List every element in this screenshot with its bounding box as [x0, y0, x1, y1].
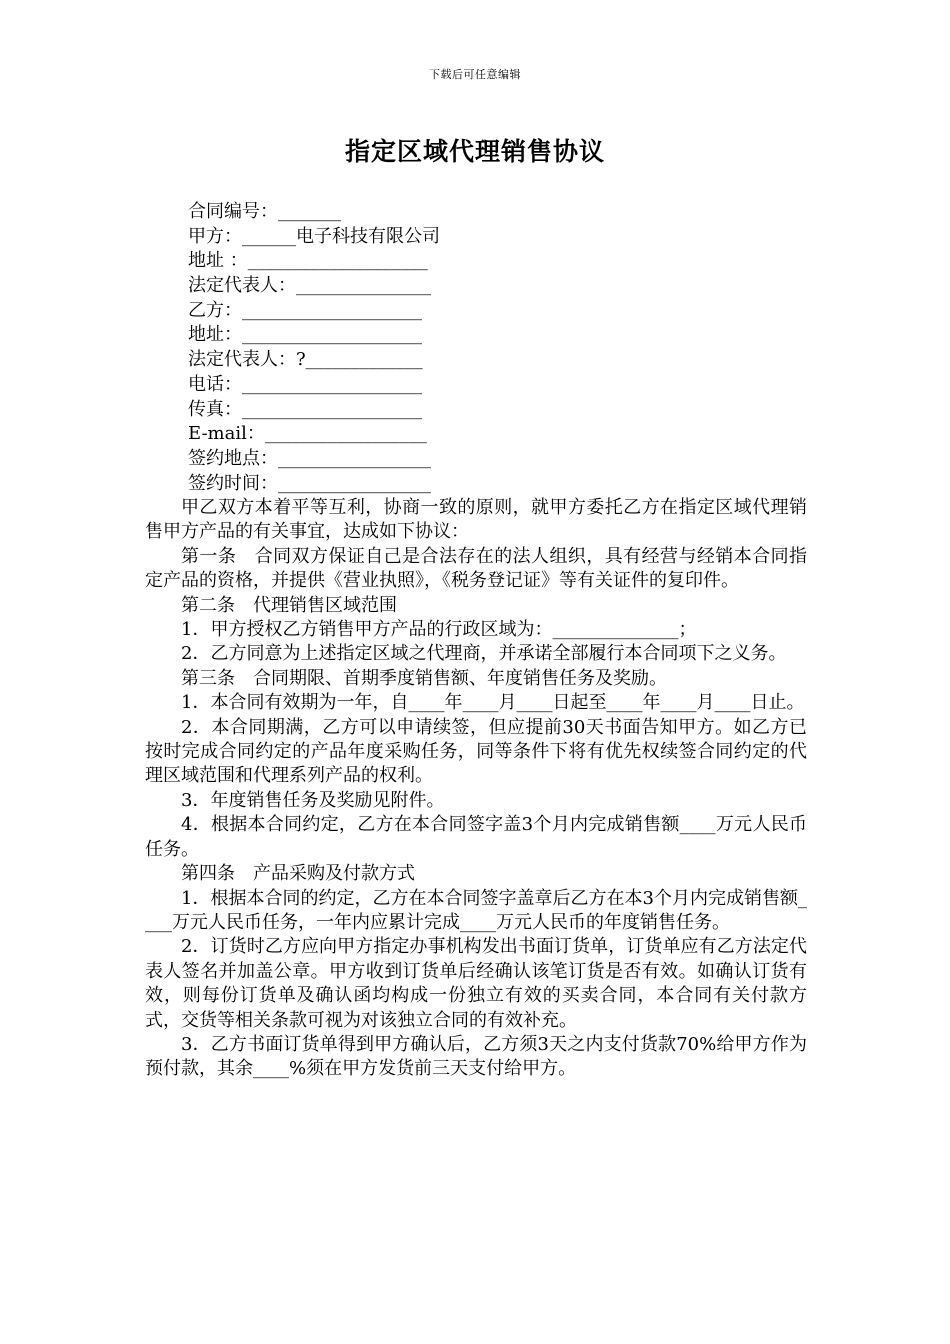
field-signing-place: 签约地点：_________________	[188, 447, 431, 469]
field-fax: 传真：____________________	[188, 398, 422, 420]
paragraph-article-3-item-2: 2．本合同期满，乙方可以申请续签，但应提前30天书面告知甲方。如乙方已按时完成合同约定的产品年度采购任务，同等条件下将有优先权续签合同约定的代理区域范围和代理系列产品的权利。	[145, 716, 807, 787]
paragraph-article-3-heading: 第三条 合同期限、首期季度销售额、年度销售任务及奖励。	[181, 667, 667, 689]
paragraph-article-4-item-1: 1．根据本合同的约定，乙方在本合同签字盖章后乙方在本3个月内完成销售额____万元人民币任务，一年内应累计完成____万元人民币的年度销售任务。	[145, 887, 807, 933]
paragraph-article-2-item-1: 1．甲方授权乙方销售甲方产品的行政区域为：______________；	[181, 619, 697, 641]
field-phone: 电话：____________________	[188, 373, 422, 395]
paragraph-article-2-item-2: 2．乙方同意为上述指定区域之代理商，并承诺全部履行本合同项下之义务。	[181, 643, 787, 665]
paragraph-article-3-item-1: 1．本合同有效期为一年，自____年____月____日起至____年____月____日止。	[181, 692, 805, 714]
field-party-b-address: 地址：____________________	[188, 324, 422, 346]
paragraph-article-4-item-3: 3．乙方书面订货单得到甲方确认后，乙方须3天之内支付货款70%给甲方作为预付款，其余____%须在甲方发货前三天支付给甲方。	[145, 1033, 807, 1080]
paragraph-article-4-item-2: 2．订货时乙方应向甲方指定办事机构发出书面订货单，订货单应有乙方法定代表人签名并加盖公章。甲方收到订货单后经确认该笔订货是否有效。如确认订货有效，则每份订货单及确认函均构成一份独立有效的买卖合同，本合同有关付款方式，交货等相关条款可视为对该独立合同的有效补充。	[145, 936, 807, 1031]
field-signing-time: 签约时间：_________________	[188, 472, 431, 494]
contract-fields	[188, 200, 828, 496]
paragraph-preamble: 甲乙双方本着平等互利，协商一致的原则，就甲方委托乙方在指定区域代理销售甲方产品的有关事宜，达成如下协议：	[145, 497, 807, 543]
paragraph-article-2-heading: 第二条 代理销售区域范围	[181, 594, 397, 616]
field-party-a-address: 地址 ：____________________	[188, 250, 428, 272]
paragraph-article-4-heading: 第四条 产品采购及付款方式	[181, 863, 415, 885]
field-email: E-mail：__________________	[188, 423, 427, 445]
page-header: 下载后可任意编辑	[429, 68, 521, 81]
document-title: 指定区域代理销售协议	[344, 137, 605, 166]
field-contract-number: 合同编号：_______	[188, 201, 341, 222]
contract-body	[145, 496, 807, 1082]
field-party-b: 乙方：____________________	[188, 299, 422, 321]
paragraph-article-3-item-3: 3．年度销售任务及奖励见附件。	[181, 789, 445, 811]
paragraph-article-3-item-4: 4．根据本合同约定，乙方在本合同签字盖3个月内完成销售额____万元人民币任务。	[145, 814, 807, 860]
field-party-b-representative: 法定代表人：?_____________	[188, 349, 423, 371]
field-party-a-representative: 法定代表人：_______________	[188, 275, 431, 297]
paragraph-article-1: 第一条 合同双方保证自己是合法存在的法人组织，具有经营与经销本合同指定产品的资格，并提供《营业执照》，《税务登记证》等有关证件的复印件。	[145, 545, 807, 592]
field-party-a: 甲方：______电子科技有限公司	[188, 225, 440, 247]
